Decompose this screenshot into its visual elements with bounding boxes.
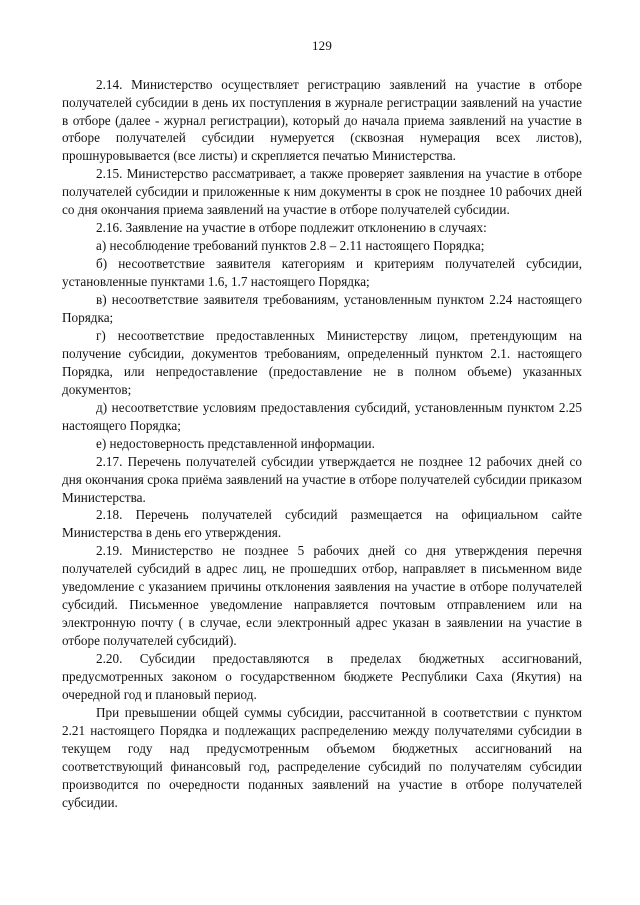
paragraph-2-18: 2.18. Перечень получателей субсидий размещается на официальном сайте Министерства в день его утверждения. bbox=[62, 507, 582, 541]
document-body bbox=[62, 76, 582, 812]
paragraph-2-14: 2.14. Министерство осуществляет регистрацию заявлений на участие в отборе получателей субсидии в день их поступления в журнале регистрации заявлений на участие в отборе (далее - журнал регистрации), который до начала приема заявлений на участие в отборе получателей субсидии нумеруется (сквозная нумерация всех листов), прошнуровывается (все листы) и скрепляется печатью Министерства. bbox=[62, 76, 582, 164]
page-number: 129 bbox=[311, 38, 333, 53]
paragraph-closing: При превышении общей суммы субсидии, рассчитанной в соответствии с пунктом 2.21 настоящего Порядка и подлежащих распределению между получателями субсидии в текущем году над предусмотренным объемом бюджетных ассигнований на соответствующий финансовый год, распределение субсидий по получателям субсидии производится по очередности поданных заявлений на участие в отборе получателей субсидии. bbox=[62, 704, 582, 810]
paragraph-item-a: а) несоблюдение требований пунктов 2.8 – 2.11 настоящего Порядка; bbox=[96, 238, 485, 254]
paragraph-2-19: 2.19. Министерство не позднее 5 рабочих дней со дня утверждения перечня получателей субсидий в адрес лиц, не прошедших отбор, направляет в письменном виде уведомление с указанием причины отклонения заявления на участие в отборе получателей субсидий. Письменное уведомление направляется почтовым отправлением или на электронную почту ( в случае, если электронный адрес указан в заявлении на участие в отборе получателей субсидий). bbox=[62, 543, 582, 649]
paragraph-2-20: 2.20. Субсидии предоставляются в пределах бюджетных ассигнований, предусмотренных законом о государственном бюджете Республики Саха (Якутия) на очередной год и плановый период. bbox=[62, 651, 582, 702]
paragraph-item-g: г) несоответствие предоставленных Министерству лицом, претендующим на получение субсидии, документов требованиям, определенный пунктом 2.1. настоящего Порядка, или непредоставление (предоставление не в полном объеме) указанных документов; bbox=[62, 327, 582, 397]
paragraph-2-17: 2.17. Перечень получателей субсидии утверждается не позднее 12 рабочих дней со дня окончания срока приёма заявлений на участие в отборе получателей субсидии приказом Министерства. bbox=[62, 453, 582, 505]
paragraph-2-15: 2.15. Министерство рассматривает, а также проверяет заявления на участие в отборе получателей субсидии и приложенные к ним документы в срок не позднее 10 рабочих дней со дня окончания приема заявлений на участие в отборе получателей субсидии. bbox=[62, 166, 582, 218]
paragraph-item-v: в) несоответствие заявителя требованиям, установленным пунктом 2.24 настоящего Порядка; bbox=[62, 292, 582, 325]
paragraph-item-b: б) несоответствие заявителя категориям и критериям получателей субсидии, установленные пунктами 1.6, 1.7 настоящего Порядка; bbox=[62, 256, 582, 290]
paragraph-item-e: е) недостоверность представленной информации. bbox=[96, 435, 375, 451]
paragraph-item-d: д) несоответствие условиям предоставления субсидий, установленным пунктом 2.25 настоящего Порядка; bbox=[62, 399, 582, 433]
paragraph-2-16: 2.16. Заявление на участие в отборе подлежит отклонению в случаях: bbox=[96, 220, 487, 236]
